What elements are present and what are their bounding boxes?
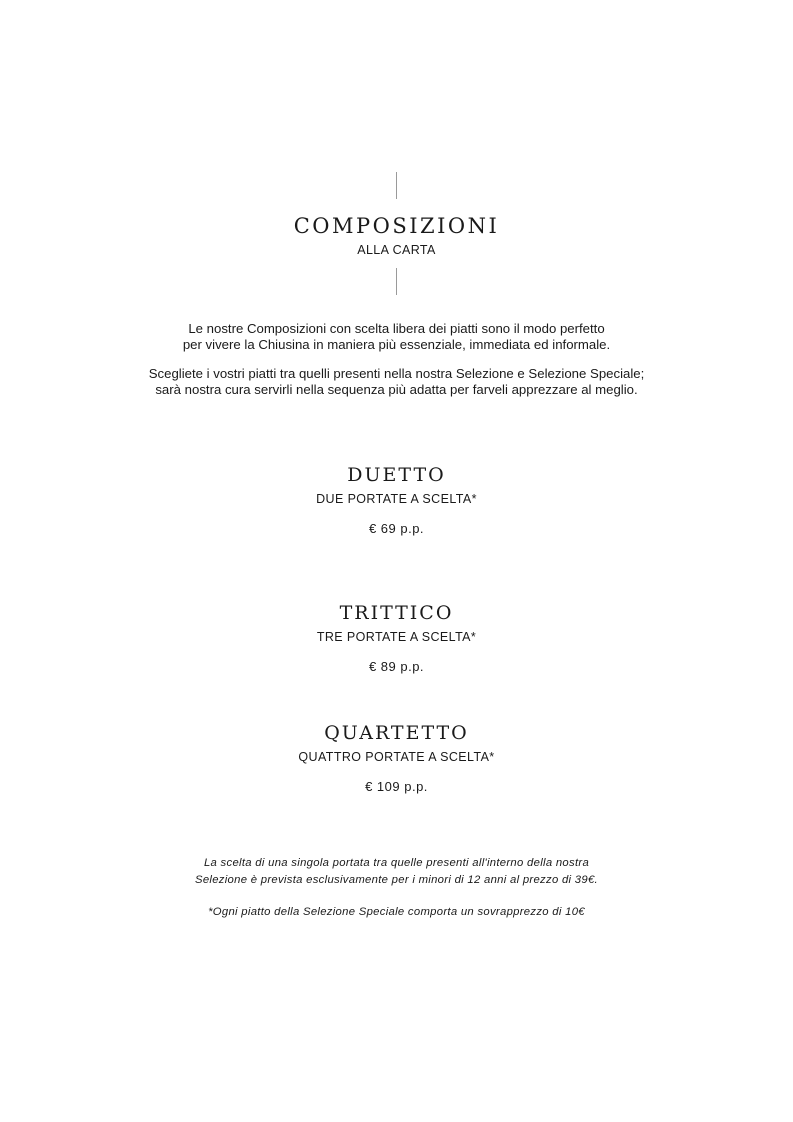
page-subtitle: ALLA CARTA [357,243,436,257]
menu-title-quartetto: QUARTETTO [324,722,469,744]
menu-title-trittico: TRITTICO [339,602,454,624]
note-surcharge: *Ogni piatto della Selezione Speciale comporta un sovrapprezzo di 10€ [208,906,585,918]
menu-subtitle-quartetto: QUATTRO PORTATE A SCELTA* [298,750,495,764]
menu-subtitle-duetto: DUE PORTATE A SCELTA* [316,492,477,506]
intro-paragraph-1 [0,321,793,353]
menu-subtitle-trittico: TRE PORTATE A SCELTA* [316,630,477,644]
menu-price-trittico: € 89 p.p. [368,659,425,674]
intro-line: sarà nostra cura servirli nella sequenza più adatta per farveli apprezzare al meglio. [155,382,638,397]
decorative-divider-top [396,172,397,199]
note-line: La scelta di una singola portata tra quelle presenti all'interno della nostra [203,857,590,869]
note-minors [0,855,793,889]
intro-paragraph-2 [0,366,793,398]
menu-title-duetto: DUETTO [347,464,446,486]
decorative-divider-bottom [396,268,397,295]
intro-line: Scegliete i vostri piatti tra quelli presenti nella nostra Selezione e Selezione Speciale; [148,366,645,381]
page-title: COMPOSIZIONI [293,214,500,238]
menu-price-duetto: € 69 p.p. [368,521,425,536]
intro-line: Le nostre Composizioni con scelta libera dei piatti sono il modo perfetto [188,321,605,336]
note-line: Selezione è prevista esclusivamente per i minori di 12 anni al prezzo di 39€. [194,874,598,886]
intro-line: per vivere la Chiusina in maniera più essenziale, immediata ed informale. [182,337,611,352]
menu-price-quartetto: € 109 p.p. [365,779,428,794]
